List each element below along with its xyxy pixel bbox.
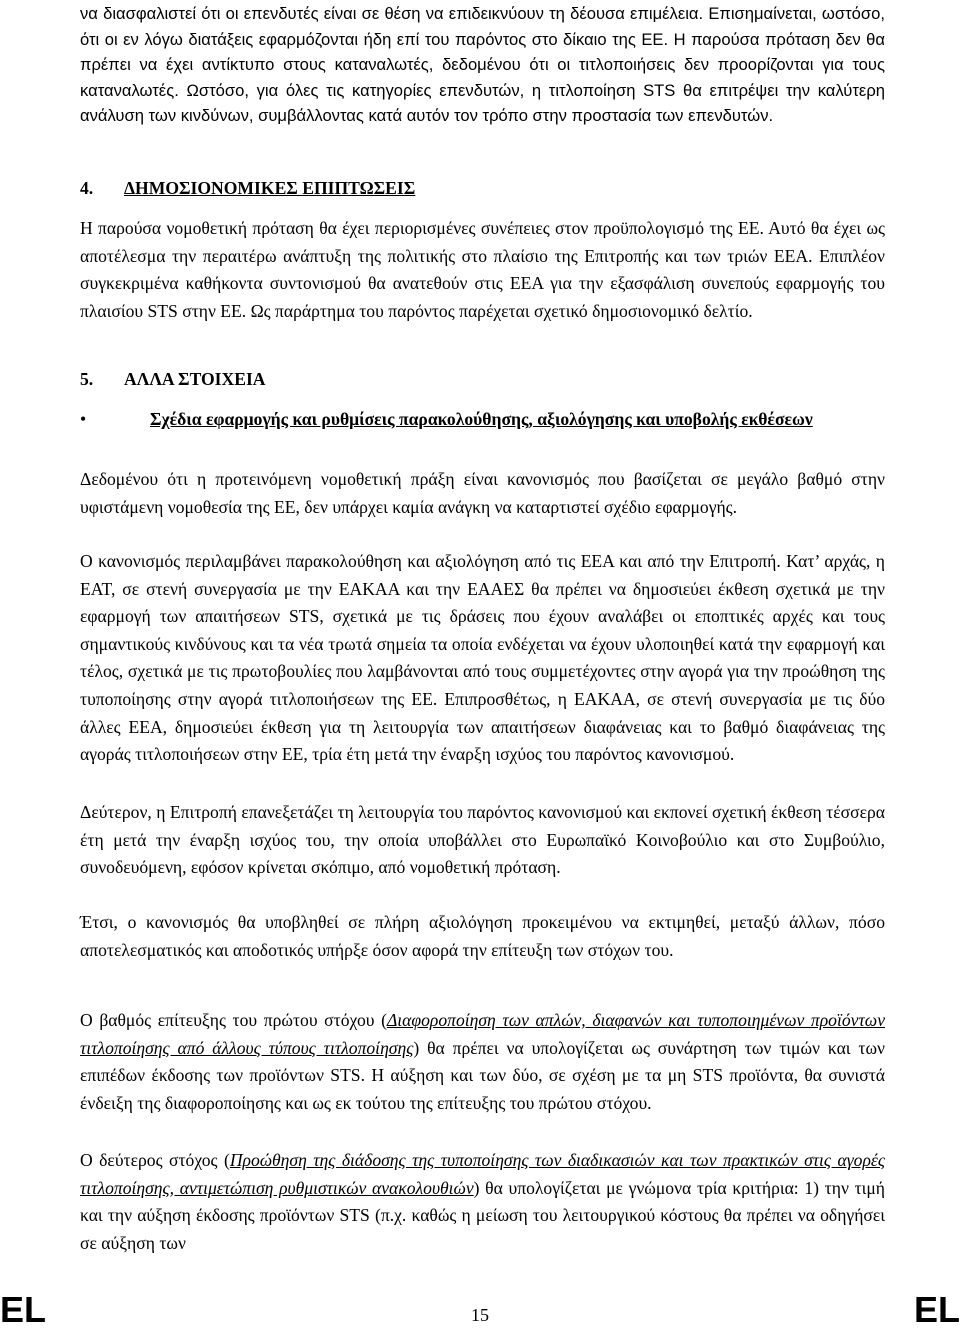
section-5-paragraph-6 <box>80 1147 885 1257</box>
paragraph-5-end: ) θα πρέπει να υπολογίζεται ως συνάρτηση των τιμών και των επιπέδων έκδοσης των προϊόντων STS. Η αύξηση και των δύο, σε σχέση με τα μη STS προϊόντα, θα συνιστά ένδειξη της διαφοροποίησης και ως εκ τούτου της επίτευξης του πρώτου στόχου. <box>80 1037 886 1113</box>
bullet-heading-text: Σχέδια εφαρμογής και ρυθμίσεις παρακολούθησης, αξιολόγησης και υποβολής εκθέσεων <box>150 409 813 429</box>
section-4-title: ΔΗΜΟΣΙΟΝΟΜΙΚΕΣ ΕΠΙΠΤΩΣΕΙΣ <box>124 178 416 198</box>
section-4-number: 4. <box>80 178 94 198</box>
section-5-heading <box>80 369 266 390</box>
section-5-paragraph-1: Δεδομένου ότι η προτεινόμενη νομοθετική πράξη είναι κανονισμός που βασίζεται σε μεγάλο βαθμό στην υφιστάμενη νομοθεσία της ΕΕ, δεν υπάρχει καμία ανάγκη να καταρτιστεί σχέδιο εφαρμογής. <box>80 469 885 517</box>
section-4-heading <box>80 178 415 199</box>
section-4-paragraph: Η παρούσα νομοθετική πρόταση θα έχει περιορισμένες συνέπειες στον προϋπολογισμό της ΕΕ. Αυτό θα έχει ως αποτέλεσμα την περαιτέρω ανάπτυξη της πολιτικής στο πλαίσιο της Επιτροπής και των τριών ΕΕΑ. Επιπλέον συγκεκριμένα καθήκοντα συντονισμού θα ανατεθούν στις ΕΕΑ για την εξασφάλιση συνεπούς εφαρμογής του πλαισίου STS στην ΕΕ. Ως παράρτημα του παρόντος παρέχεται σχετικό δημοσιονομικό δελτίο. <box>80 218 885 321</box>
section-5-paragraph-3: Δεύτερον, η Επιτροπή επανεξετάζει τη λειτουργία του παρόντος κανονισμού και εκπονεί σχετική έκθεση τέσσερα έτη μετά την έναρξη ισχύος του, την οποία υποβάλλει στο Ευρωπαϊκό Κοινοβούλιο και στο Συμβούλιο, συνοδευόμενη, εφόσον κρίνεται σκόπιμο, από νομοθετική πρόταση. <box>80 802 885 878</box>
section-5-title: ΑΛΛΑ ΣΤΟΙΧΕΙΑ <box>124 369 266 389</box>
section-5-paragraph-2: Ο κανονισμός περιλαμβάνει παρακολούθηση και αξιολόγηση από τις ΕΕΑ και από την Επιτροπή. Κατ’ αρχάς, η ΕΑΤ, σε στενή συνεργασία με την ΕΑΚΑΑ και την ΕΑΑΕΣ θα πρέπει να δημοσιεύει έκθεση σχετικά με την εφαρμογή των απαιτήσεων STS, σχετικά με τις δράσεις που έχουν αναλάβει οι εποπτικές αρχές και τους σημαντικούς κινδύνους και τα νέα τρωτά σημεία τα οποία ενδέχεται να έχουν υλοποιηθεί κατά την εφαρμογή και τέλος, σχετικά με τις πρωτοβουλίες που λαμβάνονται από τους συμμετέχοντες στην αγορά για την προώθηση της τυποποίησης στην αγορά τιτλοποιήσεων της ΕΕ. Επιπροσθέτως, η ΕΑΚΑΑ, σε στενή συνεργασία με τις δύο άλλες ΕΕΑ, δημοσιεύει έκθεση για τη λειτουργία των απαιτήσεων διαφάνειας και το βαθμό διαφάνειας της αγοράς τιτλοποιήσεων στην ΕΕ, τρία έτη μετά την έναρξη ισχύος του παρόντος κανονισμού. <box>80 551 885 765</box>
paragraph-intro: να διασφαλιστεί ότι οι επενδυτές είναι σε θέση να επιδεικνύουν τη δέουσα επιμέλεια. Επισημαίνεται, ωστόσο, ότι οι εν λόγω διατάξεις εφαρμόζονται ήδη επί του παρόντος στο δίκαιο της ΕΕ. Η παρούσα πρόταση δεν θα πρέπει να έχει αντίκτυπο στους καταναλωτές, δεδομένου ότι οι τιτλοποιήσεις δεν προορίζονται για τους καταναλωτές. Ωστόσο, για όλες τις κατηγορίες επενδυτών, η τιτλοποίηση STS θα επιτρέψει την καλύτερη ανάλυση των κινδύνων, συμβάλλοντας κατά αυτόν τον τρόπο στην προστασία των επενδυτών. <box>80 4 885 126</box>
section-5-number: 5. <box>80 369 94 389</box>
paragraph-6-objective: Προώθηση της διάδοσης της τυποποίησης των διαδικασιών και των πρακτικών στις αγορές τιτλοποίησης, αντιμετώπιση ρυθμιστικών ανακολουθιών <box>80 1150 885 1198</box>
paragraph-6-end: ) θα υπολογίζεται με γνώμονα τρία κριτήρια: 1) την τιμή και την αύξηση έκδοσης προϊόντων STS (π.χ. καθώς η μείωση του λειτουργικού κόστους θα πρέπει να οδηγήσει σε αύξηση των <box>80 1177 886 1253</box>
bullet-heading <box>80 406 885 434</box>
paragraph-5-objective: Διαφοροποίηση των απλών, διαφανών και τυποποιημένων προϊόντων τιτλοποίησης από άλλους τύπους τιτλοποίησης <box>80 1010 885 1058</box>
footer-page-number: 15 <box>471 1305 489 1325</box>
bullet-icon: • <box>80 409 87 429</box>
footer-language-right: EL <box>913 1289 960 1330</box>
section-5-paragraph-4: Έτσι, ο κανονισμός θα υποβληθεί σε πλήρη αξιολόγηση προκειμένου να εκτιμηθεί, μεταξύ άλλων, πόσο αποτελεσματικός και αποδοτικός υπήρξε όσον αφορά την επίτευξη των στόχων του. <box>80 912 885 960</box>
paragraph-5-start: Ο βαθμός επίτευξης του πρώτου στόχου ( <box>80 1010 387 1030</box>
footer-language-left: EL <box>0 1289 47 1330</box>
paragraph-6-start: Ο δεύτερος στόχος ( <box>80 1150 230 1170</box>
section-5-paragraph-5 <box>80 1007 885 1117</box>
